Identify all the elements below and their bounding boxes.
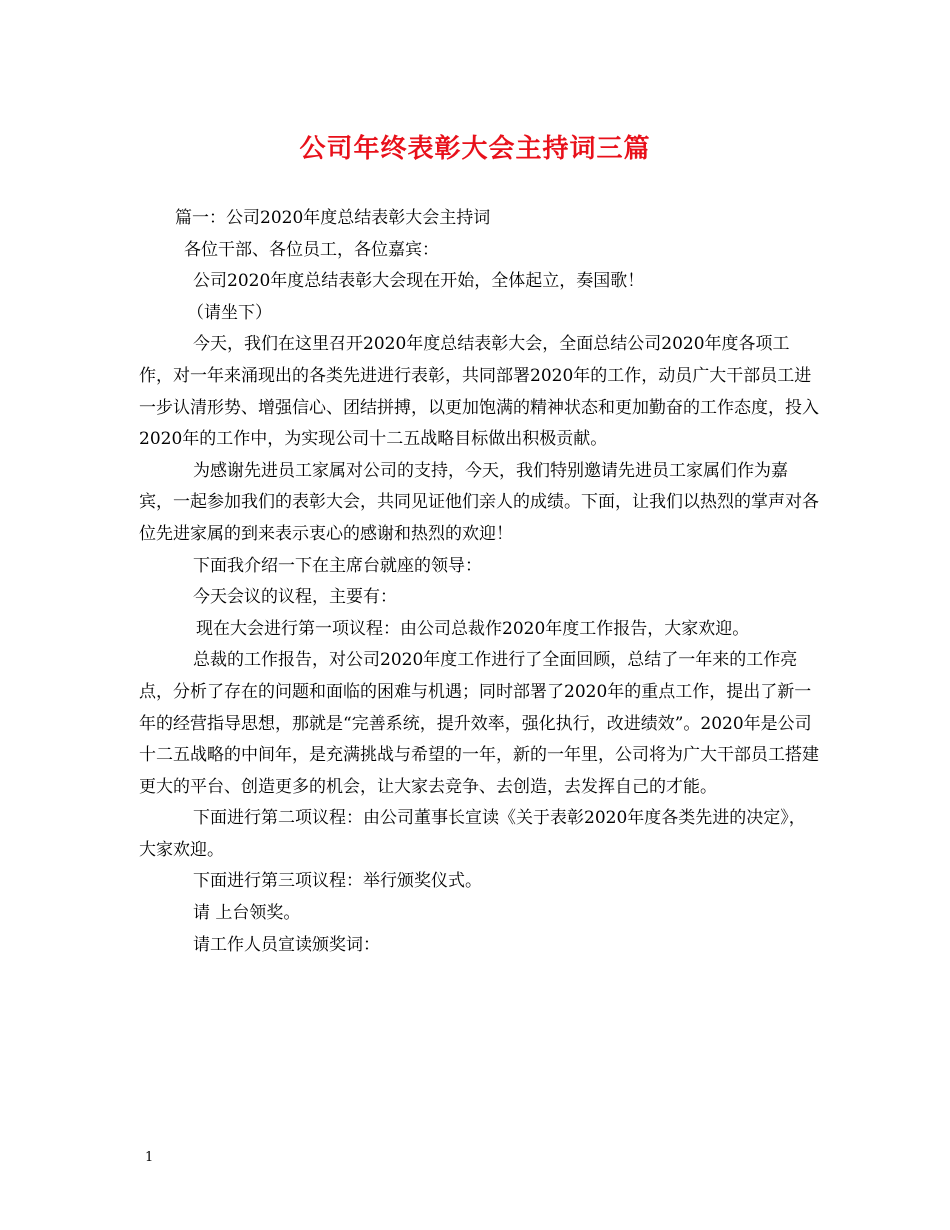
paragraph: 下面进行第二项议程：由公司董事长宣读《关于表彰2020年度各类先进的决定》，大家欢迎。: [139, 808, 806, 860]
paragraph: 下面进行第三项议程：举行颁奖仪式。: [193, 871, 482, 892]
paragraph: 为感谢先进员工家属对公司的支持，今天，我们特别邀请先进员工家属们作为嘉宾，一起参加我们的表彰大会，共同见证他们亲人的成绩。下面，让我们以热烈的掌声对各位先进家属的到来表示衷心的感谢和热烈的欢迎！: [139, 460, 819, 544]
paragraph: 现在大会进行第一项议程：由公司总裁作2020年度工作报告，大家欢迎。: [196, 618, 750, 639]
paragraph: 今天会议的议程，主要有：: [193, 587, 397, 608]
paragraph: 公司2020年度总结表彰大会现在开始，全体起立，奏国歌！: [193, 271, 645, 292]
paragraph: （请坐下）: [187, 302, 272, 323]
page-number: 1: [145, 1150, 154, 1165]
paragraph: 请 上台领奖。: [193, 903, 301, 924]
salutation: 各位干部、各位员工，各位嘉宾：: [184, 239, 439, 260]
paragraph: 下面我介绍一下在主席台就座的领导：: [193, 555, 482, 576]
paragraph: 总裁的工作报告，对公司2020年度工作进行了全面回顾，总结了一年来的工作亮点，分析了存在的问题和面临的困难与机遇；同时部署了2020年的重点工作，提出了新一年的经营指导思想，那就是“完善系统，提升效率，强化执行，改进绩效”。2020年是公司十二五战略的中间年，是充满挑战与希望的一年，新的一年里，公司将为广大干部员工搭建更大的平台、创造更多的机会，让大家去竞争、去创造，去发挥自己的才能。: [139, 650, 819, 797]
document-title: 公司年终表彰大会主持词三篇: [299, 134, 651, 164]
document-body: [139, 203, 819, 961]
paragraph: 今天，我们在这里召开2020年度总结表彰大会，全面总结公司2020年度各项工作，对一年来涌现出的各类先进进行表彰，共同部署2020年的工作，动员广大干部员工进一步认清形势、增强信心、团结拼搏，以更加饱满的精神状态和更加勤奋的工作态度，投入2020年的工作中，为实现公司十二五战略目标做出积极贡献。: [139, 334, 819, 450]
section-heading: 篇一：公司2020年度总结表彰大会主持词: [175, 208, 491, 228]
paragraph: 请工作人员宣读颁奖词：: [193, 934, 380, 955]
